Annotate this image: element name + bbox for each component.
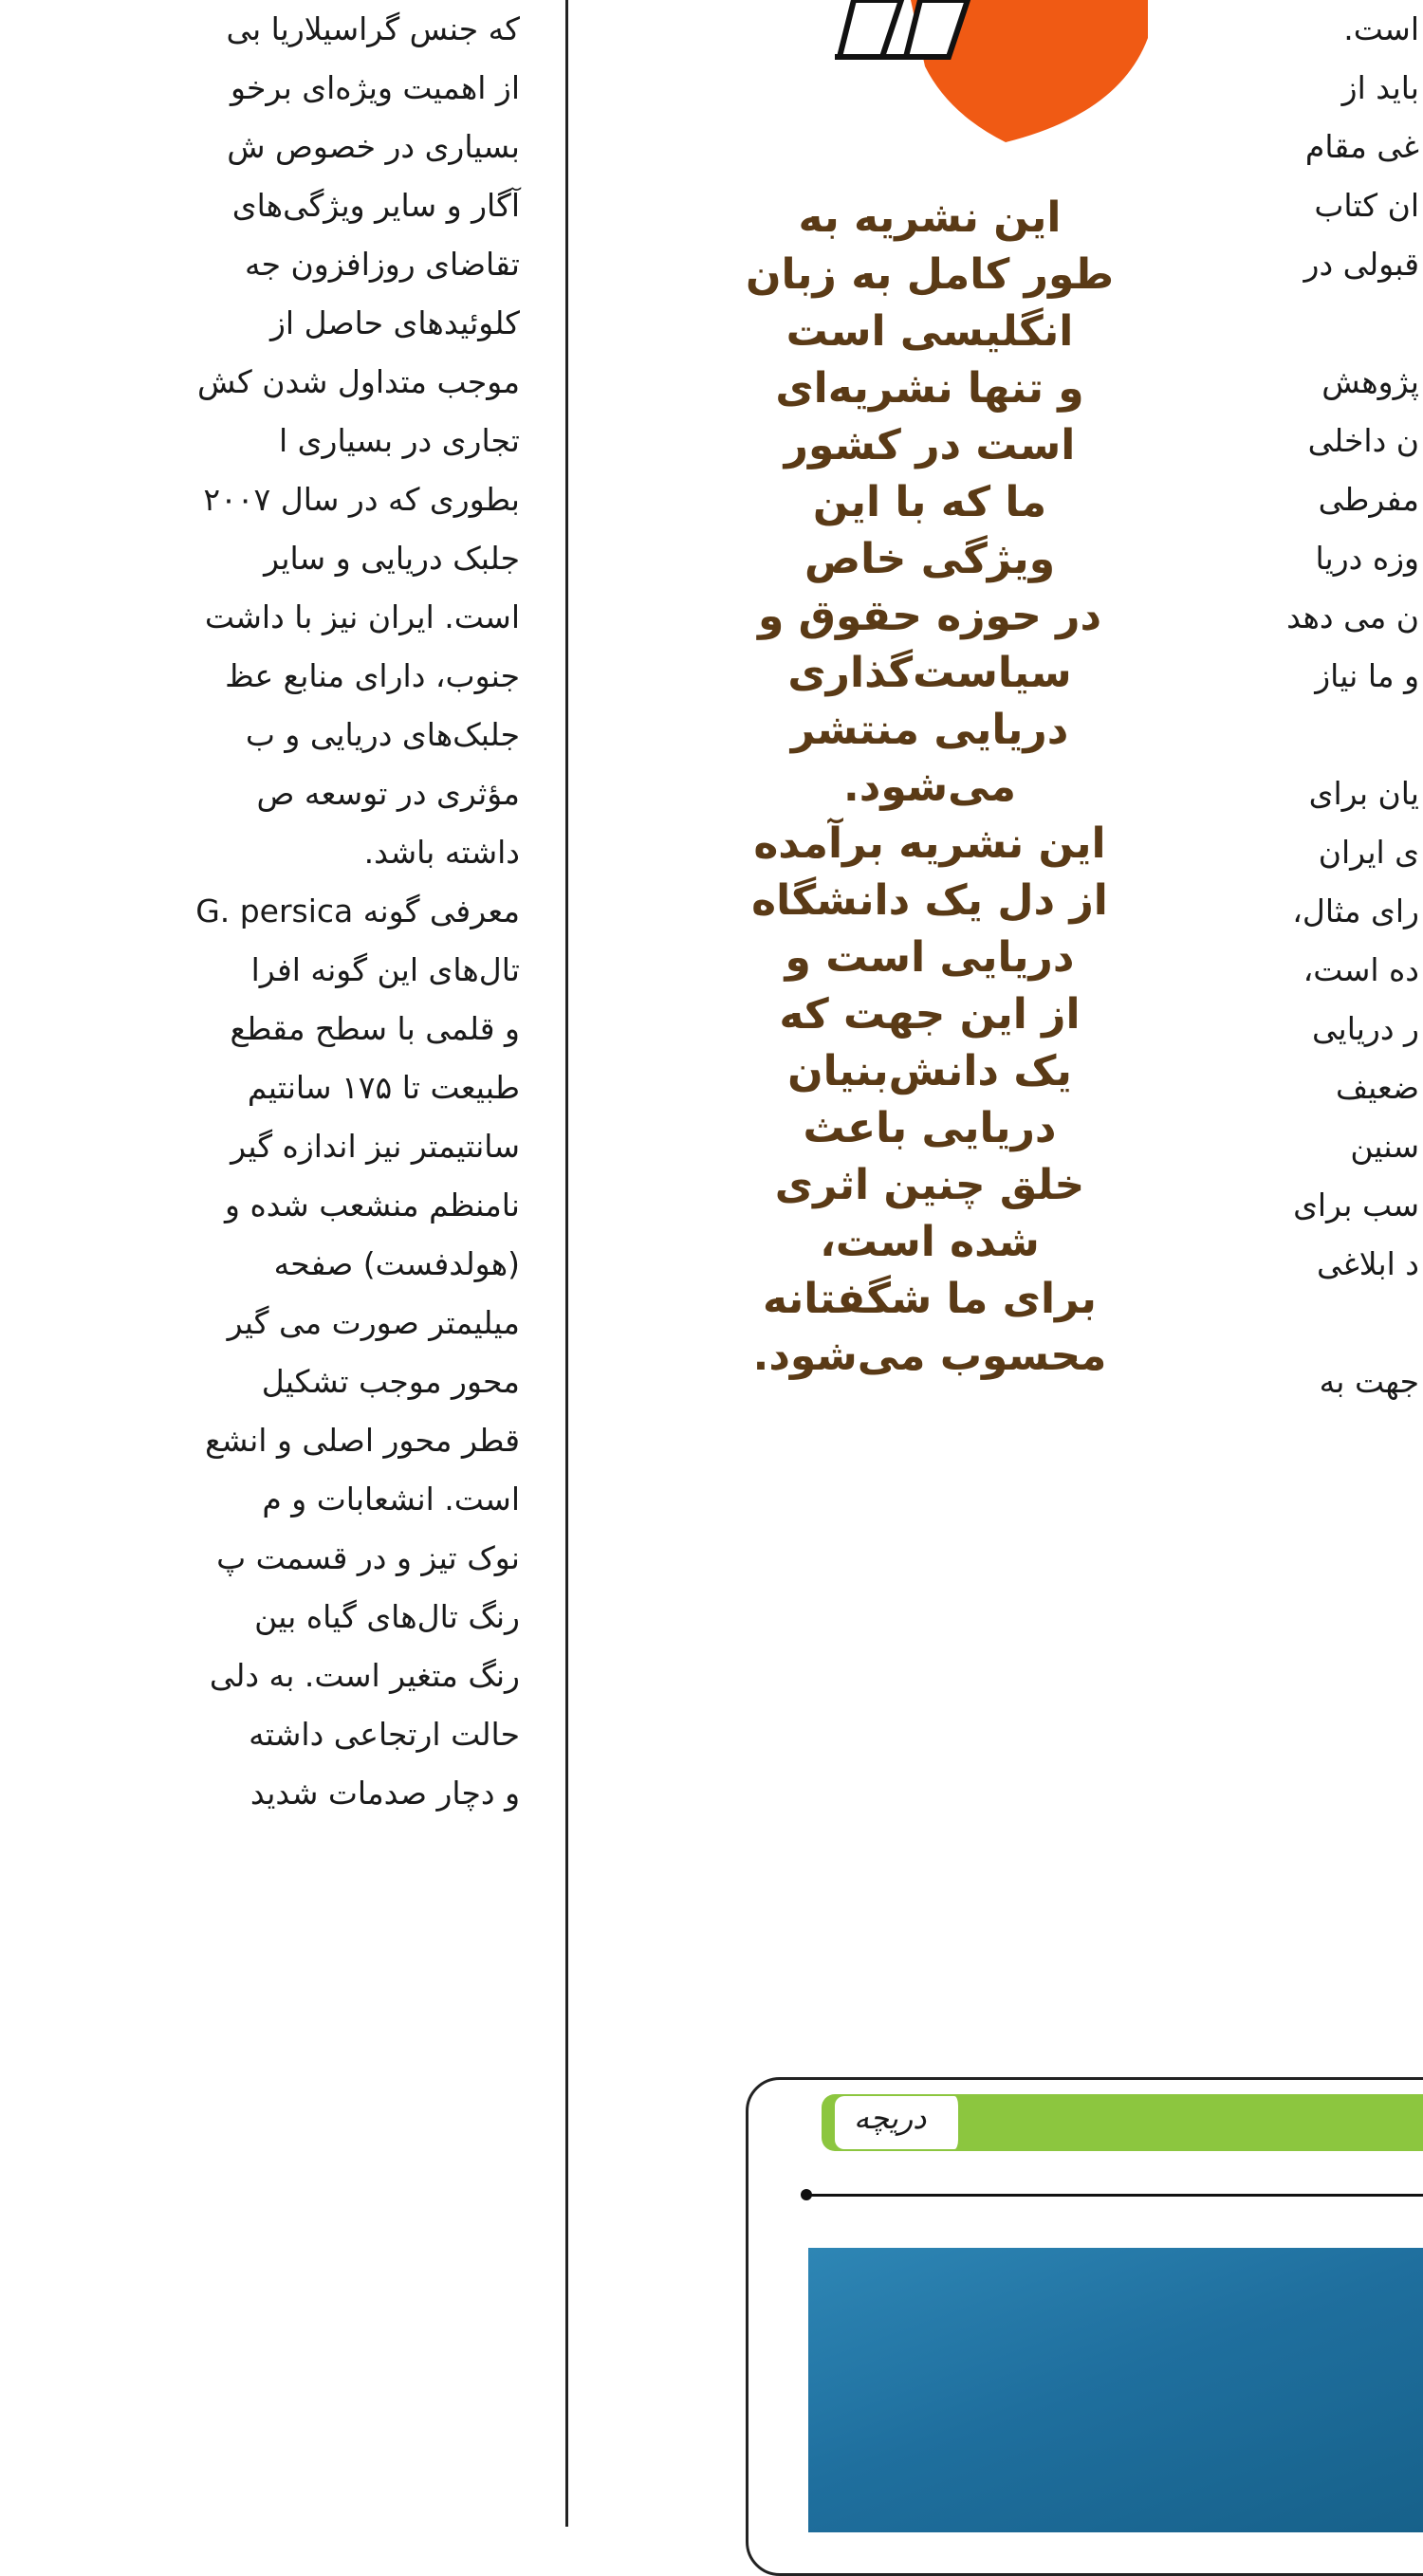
body-text-line: بسیاری در خصوص ش (227, 128, 520, 165)
pull-quote-line: دریایی باعث (803, 1104, 1057, 1152)
pull-quote-line: شده است، (820, 1218, 1040, 1266)
body-text-line: ی ایران (1318, 834, 1419, 871)
body-text-line: وزه دریا (1315, 540, 1419, 577)
body-text-line: است. ایران نیز با داشت (204, 598, 520, 635)
pull-quote-line: دریایی منتشر (790, 706, 1069, 754)
body-text-line: موجب متداول شدن کش (196, 363, 520, 400)
pull-quote-line: انگلیسی است (785, 307, 1074, 356)
left-text-column (0, 0, 527, 1823)
body-text-line: تقاضای روزافزون جه (244, 246, 520, 283)
body-text-line: نوک تیز و در قسمت پ (216, 1539, 520, 1576)
body-text-line: است. انشعابات و م (262, 1481, 520, 1518)
body-text-line: تجاری در بسیاری ا (279, 422, 520, 459)
body-text-line: آگار و سایر ویژگی‌های (231, 187, 520, 224)
pull-quote-line: این نشریه برآمده (753, 819, 1106, 868)
body-text-line: رنگ تال‌های گیاه بین (254, 1598, 520, 1635)
body-text-line: یان برای (1308, 775, 1419, 812)
pull-quote-line: می‌شود. (843, 763, 1016, 811)
pull-quote (702, 190, 1157, 1385)
pull-quote-line: در حوزه حقوق و (757, 592, 1102, 640)
body-text-line: میلیمتر صورت می گیر (227, 1304, 520, 1341)
pull-quote-line: و تنها نشریه‌ای (775, 364, 1084, 413)
pull-quote-line: خلق چنین اثری (774, 1161, 1085, 1209)
body-text-line: سنین (1350, 1128, 1419, 1165)
body-text-line: قبولی در (1303, 246, 1419, 283)
pull-quote-line: از این جهت که (779, 990, 1081, 1039)
body-text-line: پژوهش (1321, 363, 1419, 400)
body-text-line: سب برای (1293, 1187, 1419, 1224)
body-text-line: باید از (1341, 69, 1419, 106)
sidebar-box-rule (803, 2194, 1423, 2197)
body-text-line (1228, 706, 1423, 764)
body-text-line: سانتیمتر نیز اندازه گیر (231, 1128, 520, 1165)
body-text-line: د ابلاغی (1317, 1245, 1419, 1282)
body-text-line: داشته باشد. (363, 834, 520, 871)
body-text-line: نامنظم منشعب شده و (225, 1187, 520, 1224)
sidebar-box-label: دریچه (854, 2100, 927, 2136)
body-text-line: است. (1343, 10, 1419, 47)
body-text-line: و ما نیاز (1315, 657, 1419, 694)
body-text-line: محور موجب تشکیل (261, 1363, 520, 1400)
pull-quote-line: دریایی است و (785, 933, 1075, 982)
body-text-line: ر دریایی (1312, 1010, 1419, 1047)
pull-quote-line: محسوب می‌شود. (752, 1332, 1107, 1380)
pull-quote-line: ویژگی خاص (804, 535, 1056, 583)
body-text-line: ده است، (1303, 951, 1419, 988)
body-text-line: غی مقام (1304, 128, 1419, 165)
body-text-line (1228, 294, 1423, 353)
pull-quote-line: است در کشور (784, 421, 1076, 469)
body-text-line: حالت ارتجاعی داشته (249, 1716, 520, 1753)
body-text-line: قطر محور اصلی و انشع (205, 1422, 520, 1459)
body-text-line: کلوئیدهای حاصل از (270, 304, 520, 341)
body-text-line: و قلمی با سطح مقطع (230, 1010, 520, 1047)
body-text-line: مؤثری در توسعه ص (256, 775, 520, 812)
body-text-line: رای مثال، (1292, 892, 1419, 929)
body-text-line: ن داخلی (1307, 422, 1419, 459)
body-text-line: از اهمیت ویژه‌ای برخو (230, 69, 520, 106)
body-text-line: جلبک‌های دریایی و ب (245, 716, 520, 753)
body-text-line: معرفی گونه G. persica (195, 892, 520, 929)
pull-quote-line: سیاست‌گذاری (787, 649, 1072, 697)
pull-quote-line: ما که با این (812, 478, 1047, 526)
column-divider (565, 0, 568, 2527)
pull-quote-line: برای ما شگفتانه (763, 1275, 1097, 1323)
body-text-line: رنگ متغیر است. به دلی (209, 1657, 520, 1694)
body-text-line: مفرطی (1318, 481, 1419, 518)
body-text-line: تال‌های این گونه افرا (250, 951, 520, 988)
right-text-column (1228, 0, 1423, 1411)
body-text-line (1228, 1294, 1423, 1352)
body-text-line: طبیعت تا ۱۷۵ سانتیم (247, 1069, 520, 1106)
body-text-line: ن می دهد (1286, 598, 1419, 635)
body-text-line: جنوب، دارای منابع عظ (225, 657, 520, 694)
logo-graphic (835, 0, 1148, 142)
body-text-line: ضعیف (1335, 1069, 1419, 1106)
body-text-line: که جنس گراسیلاریا بی (226, 10, 520, 47)
body-text-line: جلبک دریایی و سایر (264, 540, 520, 577)
magazine-logo (835, 0, 1148, 142)
pull-quote-line: یک دانش‌بنیان (787, 1047, 1072, 1095)
body-text-line: و دچار صدمات شدید (249, 1775, 520, 1812)
pull-quote-line: از دل یک دانشگاه (751, 876, 1108, 925)
pull-quote-line: این نشریه به (798, 193, 1062, 242)
body-text-line: (هولدفست) صفحه (273, 1245, 520, 1282)
body-text-line: ان کتاب (1314, 187, 1419, 224)
body-text-line: بطوری که در سال ۲۰۰۷ (203, 481, 520, 518)
body-text-line: جهت به (1319, 1363, 1419, 1400)
sidebar-box-photo (808, 2248, 1423, 2532)
pull-quote-line: طور کامل به زبان (745, 250, 1115, 299)
